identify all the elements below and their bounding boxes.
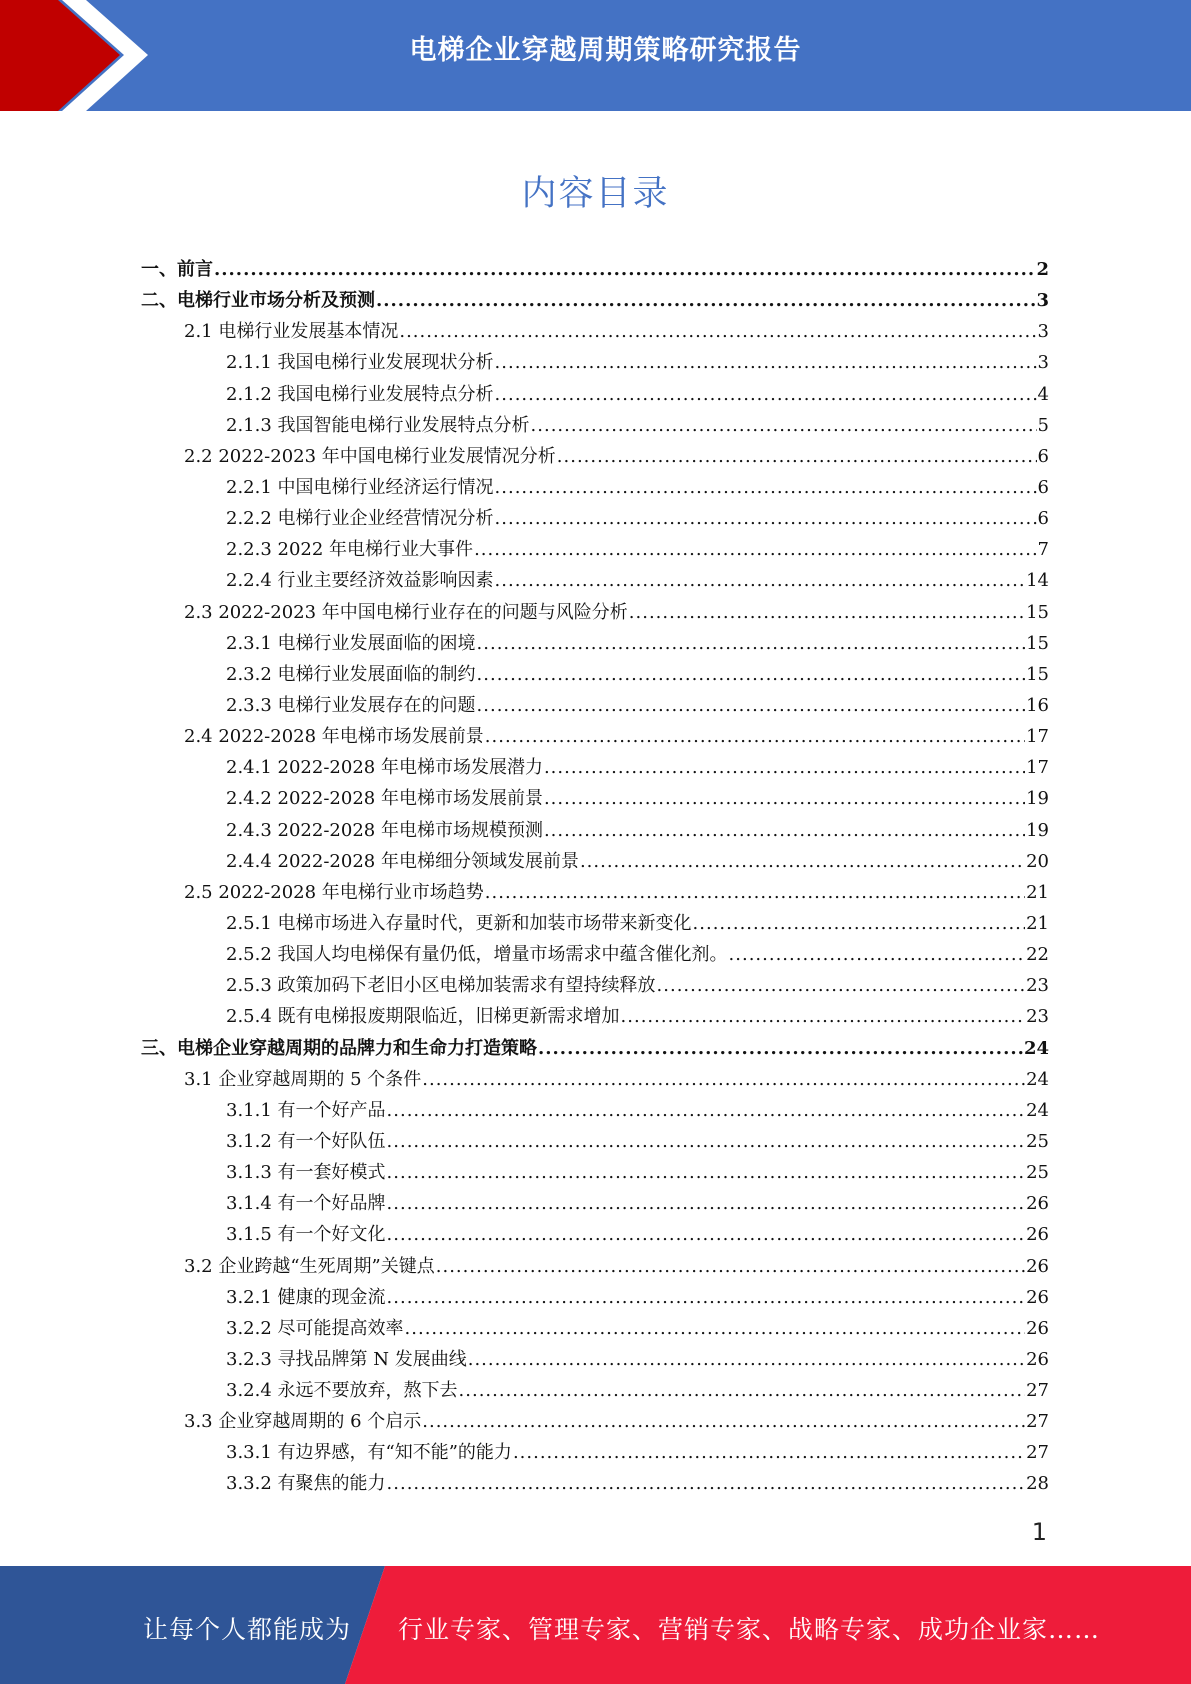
toc-entry-title: 3.2.4 永远不要放弃，熬下去 [226, 1380, 458, 1402]
toc-dot-leader [387, 1282, 1026, 1313]
toc-dot-leader [580, 846, 1025, 877]
toc-entry-page: 15 [1026, 601, 1049, 623]
toc-entry-title: 2.2.4 行业主要经济效益影响因素 [226, 570, 494, 592]
toc-entry-page: 26 [1026, 1224, 1049, 1246]
toc-entry[interactable] [141, 534, 1049, 565]
toc-dot-leader [657, 970, 1026, 1001]
toc-entry[interactable] [141, 939, 1049, 970]
toc-entry-page: 26 [1026, 1255, 1049, 1277]
footer-slogan-right: 行业专家、管理专家、营销专家、战略专家、成功企业家…… [398, 1615, 1101, 1644]
toc-entry[interactable] [141, 597, 1049, 628]
toc-dot-leader [399, 316, 1036, 347]
toc-entry-title: 2.3 2022-2023 年中国电梯行业存在的问题与风险分析 [184, 601, 628, 623]
toc-dot-leader [485, 877, 1025, 908]
toc-entry[interactable] [141, 721, 1049, 752]
toc-entry[interactable] [141, 1313, 1049, 1344]
toc-entry[interactable] [141, 1437, 1049, 1468]
toc-dot-leader [693, 908, 1026, 939]
toc-entry-page: 17 [1026, 726, 1049, 748]
toc-entry-title: 3.1.3 有一套好模式 [226, 1162, 386, 1184]
toc-entry-page: 27 [1026, 1442, 1049, 1464]
toc-entry-page: 22 [1026, 944, 1049, 966]
toc-dot-leader [513, 1437, 1025, 1468]
toc-entry-title: 2.1.3 我国智能电梯行业发展特点分析 [226, 414, 530, 436]
toc-entry-page: 7 [1037, 539, 1049, 561]
toc-dot-leader [495, 347, 1037, 378]
toc-entry-title: 3.2.2 尽可能提高效率 [226, 1317, 404, 1339]
toc-entry-title: 2.5 2022-2028 年电梯行业市场趋势 [184, 881, 484, 903]
toc-entry-page: 25 [1026, 1162, 1049, 1184]
toc-entry[interactable] [141, 1406, 1049, 1437]
toc-entry-title: 二、电梯行业市场分析及预测 [141, 290, 375, 312]
toc-entry[interactable] [141, 1126, 1049, 1157]
toc-entry-page: 14 [1026, 570, 1049, 592]
toc-entry[interactable] [141, 1375, 1049, 1406]
toc-entry-page: 24 [1023, 1037, 1049, 1059]
toc-entry-title: 3.2.1 健康的现金流 [226, 1286, 386, 1308]
toc-entry-title: 2.5.2 我国人均电梯保有量仍低，增量市场需求中蕴含催化剂。 [226, 944, 728, 966]
toc-dot-leader [729, 939, 1026, 970]
toc-dot-leader [387, 1219, 1026, 1250]
toc-dot-leader [422, 1064, 1025, 1095]
toc-entry-title: 3.1 企业穿越周期的 5 个条件 [184, 1068, 422, 1090]
toc-dot-leader [468, 1344, 1025, 1375]
toc-entry[interactable] [141, 628, 1049, 659]
toc-entry-page: 5 [1037, 414, 1049, 436]
toc-entry-title: 2.4.4 2022-2028 年电梯细分领域发展前景 [226, 850, 579, 872]
toc-entry-title: 2.3.2 电梯行业发展面临的制约 [226, 663, 476, 685]
toc-dot-leader [621, 1001, 1026, 1032]
toc-entry-page: 16 [1026, 694, 1049, 716]
toc-entry-title: 3.2.3 寻找品牌第 N 发展曲线 [226, 1348, 467, 1370]
toc-entry[interactable] [141, 503, 1049, 534]
toc-entry[interactable] [141, 1033, 1049, 1064]
toc-entry-page: 21 [1026, 881, 1049, 903]
toc-entry-title: 3.1.5 有一个好文化 [226, 1224, 386, 1246]
toc-entry-page: 26 [1026, 1317, 1049, 1339]
toc-dot-leader [422, 1406, 1025, 1437]
toc-entry-page: 3 [1037, 321, 1049, 343]
toc-entry[interactable] [141, 908, 1049, 939]
toc-entry[interactable] [141, 1157, 1049, 1188]
toc-dot-leader [387, 1468, 1026, 1499]
toc-dot-leader [459, 1375, 1026, 1406]
toc-entry-page: 19 [1026, 819, 1049, 841]
toc-entry[interactable] [141, 254, 1049, 285]
toc-dot-leader [544, 783, 1025, 814]
toc-dot-leader [495, 503, 1037, 534]
toc-entry-page: 26 [1026, 1286, 1049, 1308]
toc-entry-page: 26 [1026, 1348, 1049, 1370]
toc-entry-page: 15 [1026, 663, 1049, 685]
toc-entry-title: 2.1 电梯行业发展基本情况 [184, 321, 399, 343]
toc-entry[interactable] [141, 970, 1049, 1001]
toc-entry[interactable] [141, 1188, 1049, 1219]
toc-dot-leader [387, 1157, 1026, 1188]
toc-dot-leader [405, 1313, 1026, 1344]
table-of-contents [141, 254, 1049, 1500]
footer-slogan-left: 让每个人都能成为 [143, 1615, 352, 1644]
toc-entry[interactable] [141, 1064, 1049, 1095]
toc-dot-leader [485, 721, 1025, 752]
toc-dot-leader [214, 254, 1035, 285]
toc-entry[interactable] [141, 815, 1049, 846]
toc-dot-leader [436, 1251, 1025, 1282]
toc-entry-page: 28 [1026, 1473, 1049, 1495]
toc-entry-page: 6 [1037, 445, 1049, 467]
toc-dot-leader [477, 628, 1026, 659]
toc-dot-leader [376, 285, 1035, 316]
toc-entry[interactable] [141, 285, 1049, 316]
toc-entry-title: 3.2 企业跨越“生死周期”关键点 [184, 1255, 435, 1277]
toc-dot-leader [477, 690, 1026, 721]
toc-entry-page: 2 [1036, 259, 1049, 280]
toc-entry-title: 2.1.1 我国电梯行业发展现状分析 [226, 352, 494, 374]
toc-entry-page: 17 [1026, 757, 1049, 779]
toc-entry-title: 2.4.2 2022-2028 年电梯市场发展前景 [226, 788, 543, 810]
toc-title: 内容目录 [521, 174, 670, 214]
toc-entry-title: 一、前言 [141, 259, 213, 280]
toc-entry[interactable] [141, 752, 1049, 783]
toc-entry[interactable] [141, 347, 1049, 378]
toc-entry-title: 2.1.2 我国电梯行业发展特点分析 [226, 383, 494, 405]
toc-entry-page: 24 [1026, 1099, 1049, 1121]
toc-entry-title: 2.2.3 2022 年电梯行业大事件 [226, 539, 474, 561]
toc-entry-page: 15 [1026, 632, 1049, 654]
toc-entry-title: 2.2.2 电梯行业企业经营情况分析 [226, 508, 494, 530]
toc-entry-page: 19 [1026, 788, 1049, 810]
toc-entry[interactable] [141, 783, 1049, 814]
toc-entry-title: 3.3 企业穿越周期的 6 个启示 [184, 1411, 422, 1433]
toc-entry-title: 2.3.3 电梯行业发展存在的问题 [226, 694, 476, 716]
toc-entry[interactable] [141, 1095, 1049, 1126]
toc-entry[interactable] [141, 316, 1049, 347]
toc-dot-leader [538, 1033, 1023, 1064]
toc-entry-title: 3.1.1 有一个好产品 [226, 1099, 386, 1121]
toc-entry-page: 24 [1026, 1068, 1049, 1090]
toc-entry-title: 2.5.4 既有电梯报废期限临近，旧梯更新需求增加 [226, 1006, 620, 1028]
toc-dot-leader [477, 659, 1026, 690]
toc-entry-page: 21 [1026, 912, 1049, 934]
toc-entry[interactable] [141, 441, 1049, 472]
toc-entry-title: 3.3.2 有聚焦的能力 [226, 1473, 386, 1495]
toc-entry-page: 4 [1037, 383, 1049, 405]
page-number: 1 [1031, 1518, 1047, 1546]
toc-dot-leader [495, 565, 1026, 596]
toc-dot-leader [544, 752, 1025, 783]
toc-entry-title: 2.2 2022-2023 年中国电梯行业发展情况分析 [184, 445, 556, 467]
toc-entry[interactable] [141, 379, 1049, 410]
toc-dot-leader [495, 379, 1037, 410]
toc-entry-title: 2.5.1 电梯市场进入存量时代，更新和加装市场带来新变化 [226, 912, 692, 934]
header-band [0, 0, 1191, 111]
toc-entry-page: 6 [1037, 508, 1049, 530]
toc-entry-title: 3.1.4 有一个好品牌 [226, 1193, 386, 1215]
toc-dot-leader [544, 815, 1025, 846]
toc-entry-page: 3 [1037, 352, 1049, 374]
toc-entry[interactable] [141, 410, 1049, 441]
toc-entry-title: 2.5.3 政策加码下老旧小区电梯加装需求有望持续释放 [226, 975, 656, 997]
toc-entry[interactable] [141, 1468, 1049, 1499]
toc-dot-leader [531, 410, 1037, 441]
toc-entry-page: 27 [1026, 1380, 1049, 1402]
toc-dot-leader [474, 534, 1036, 565]
footer-band [0, 1566, 1191, 1684]
toc-entry[interactable] [141, 690, 1049, 721]
toc-entry-page: 27 [1026, 1411, 1049, 1433]
toc-entry[interactable] [141, 1344, 1049, 1375]
toc-entry[interactable] [141, 877, 1049, 908]
toc-entry-page: 6 [1037, 476, 1049, 498]
toc-entry-page: 26 [1026, 1193, 1049, 1215]
toc-entry-page: 23 [1026, 975, 1049, 997]
toc-entry[interactable] [141, 1001, 1049, 1032]
toc-entry[interactable] [141, 1251, 1049, 1282]
toc-dot-leader [387, 1126, 1026, 1157]
toc-entry-title: 2.4 2022-2028 年电梯市场发展前景 [184, 726, 484, 748]
toc-entry[interactable] [141, 565, 1049, 596]
toc-dot-leader [629, 597, 1025, 628]
toc-entry[interactable] [141, 1219, 1049, 1250]
toc-entry-title: 3.3.1 有边界感，有“知不能”的能力 [226, 1442, 512, 1464]
toc-entry-title: 2.4.1 2022-2028 年电梯市场发展潜力 [226, 757, 543, 779]
toc-entry-title: 2.3.1 电梯行业发展面临的困境 [226, 632, 476, 654]
toc-entry[interactable] [141, 1282, 1049, 1313]
toc-dot-leader [387, 1095, 1026, 1126]
toc-entry-page: 25 [1026, 1130, 1049, 1152]
toc-entry[interactable] [141, 846, 1049, 877]
toc-entry-title: 三、电梯企业穿越周期的品牌力和生命力打造策略 [141, 1037, 537, 1059]
toc-dot-leader [557, 441, 1037, 472]
toc-entry-title: 3.1.2 有一个好队伍 [226, 1130, 386, 1152]
toc-dot-leader [387, 1188, 1026, 1219]
toc-entry[interactable] [141, 659, 1049, 690]
toc-entry-page: 3 [1036, 290, 1049, 312]
toc-entry-page: 23 [1026, 1006, 1049, 1028]
toc-entry-title: 2.4.3 2022-2028 年电梯市场规模预测 [226, 819, 543, 841]
header-title: 电梯企业穿越周期策略研究报告 [409, 35, 802, 66]
toc-entry[interactable] [141, 472, 1049, 503]
toc-entry-title: 2.2.1 中国电梯行业经济运行情况 [226, 476, 494, 498]
toc-entry-page: 20 [1026, 850, 1049, 872]
toc-dot-leader [495, 472, 1037, 503]
